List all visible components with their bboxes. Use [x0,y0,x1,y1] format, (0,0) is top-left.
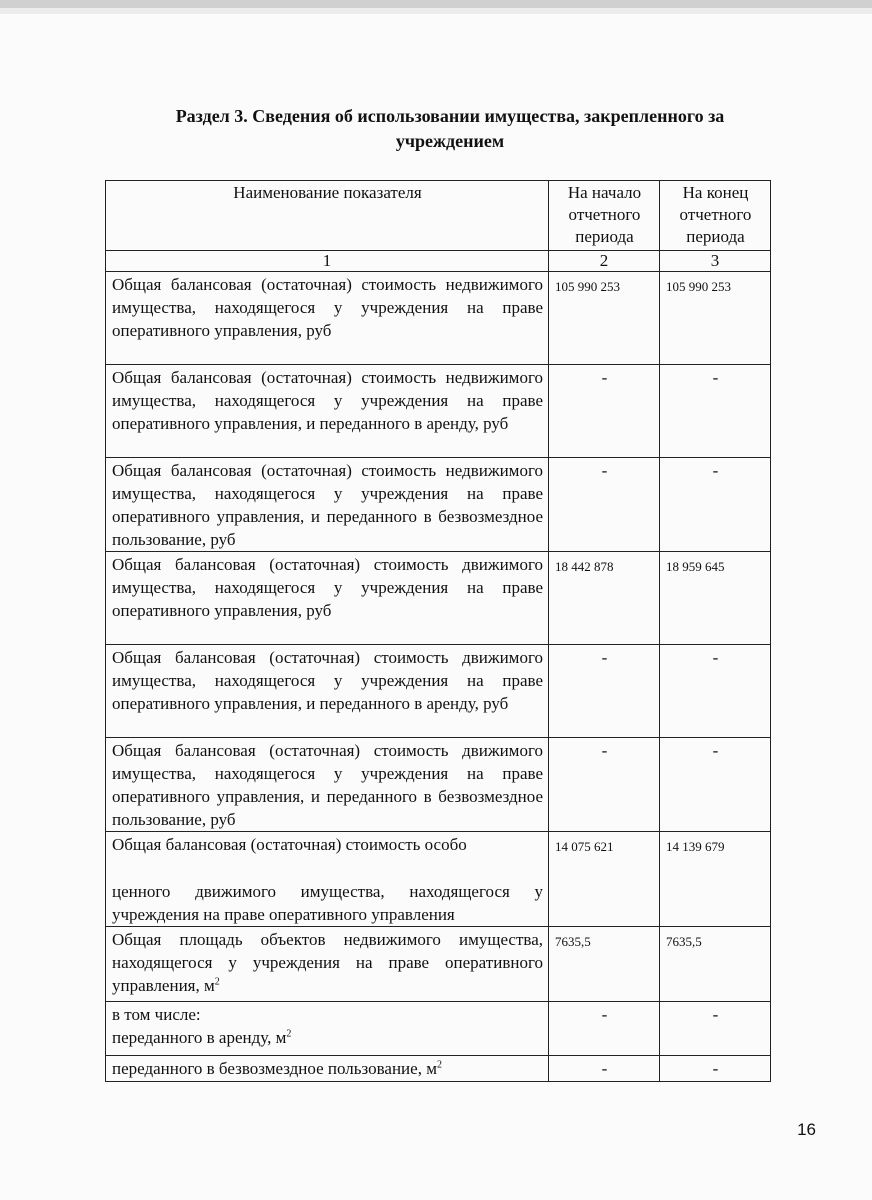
table-row [106,272,771,365]
row-label: Общая балансовая (остаточная) стоимость недвижимого имущества, находящегося у учреждения на праве оперативного управления, руб [106,272,549,365]
scan-edge [0,0,872,8]
unit-superscript: 2 [214,976,220,988]
row-label-text: переданного в безвозмездное пользование, м [112,1059,437,1078]
value-period-start: - [549,1056,660,1082]
row-label-line: Общая балансовая (остаточная) стоимость особо [112,835,467,854]
table-row [106,832,771,927]
table-row [106,645,771,738]
column-number: 2 [549,251,660,272]
value-period-end: - [660,458,771,552]
unit-superscript: 2 [436,1059,442,1071]
row-label-line: ценного движимого имущества, находящегося у учреждения на праве оперативного управления [112,882,543,924]
row-label-text: Общая площадь объектов недвижимого имущества, находящегося у учреждения на праве оперативного управления, м [112,930,543,995]
scan-edge-shadow [0,8,872,14]
table-row [106,927,771,1002]
row-label: Общая балансовая (остаточная) стоимость движимого имущества, находящегося у учреждения на праве оперативного управления, и переданного в аренду, руб [106,645,549,738]
value-period-end: 7635,5 [660,927,771,1002]
row-label: Общая балансовая (остаточная) стоимость движимого имущества, находящегося у учреждения на праве оперативного управления, и переданного в безвозмездное пользование, руб [106,738,549,832]
value-period-end: 105 990 253 [660,272,771,365]
row-label [106,832,549,927]
value-period-end: 18 959 645 [660,552,771,645]
column-number: 1 [106,251,549,272]
value-period-end: - [660,1056,771,1082]
column-number: 3 [660,251,771,272]
value-period-end: - [660,645,771,738]
table-row [106,1056,771,1082]
page-number: 16 [797,1120,816,1139]
value-period-end: - [660,365,771,458]
value-period-end: - [660,1002,771,1056]
value-period-start: - [549,1002,660,1056]
header-indicator-name: Наименование показателя [106,181,549,251]
value-period-start: - [549,738,660,832]
table-row [106,365,771,458]
row-label: Общая балансовая (остаточная) стоимость недвижимого имущества, находящегося у учреждения на праве оперативного управления, и переданного в безвозмездное пользование, руб [106,458,549,552]
value-period-start: 7635,5 [549,927,660,1002]
value-period-start: - [549,458,660,552]
table-row [106,458,771,552]
row-label [106,927,549,1002]
table-row [106,1002,771,1056]
section-title: Раздел 3. Сведения об использовании имущества, закрепленного за учреждением [175,106,725,151]
header-period-end: На конец отчетного периода [660,181,771,251]
row-label-line: переданного в аренду, м [112,1028,287,1047]
row-label: Общая балансовая (остаточная) стоимость недвижимого имущества, находящегося у учреждения на праве оперативного управления, и переданного в аренду, руб [106,365,549,458]
value-period-end: 14 139 679 [660,832,771,927]
row-label [106,1056,549,1082]
row-label-line: в том числе: [112,1005,201,1024]
column-number-row [106,251,771,272]
value-period-start: 105 990 253 [549,272,660,365]
header-row [106,181,771,251]
header-period-start: На начало отчетного периода [549,181,660,251]
property-usage-table [105,180,771,1082]
value-period-start: - [549,645,660,738]
value-period-start: - [549,365,660,458]
row-label: Общая балансовая (остаточная) стоимость движимого имущества, находящегося у учреждения на праве оперативного управления, руб [106,552,549,645]
unit-superscript: 2 [286,1028,292,1040]
value-period-end: - [660,738,771,832]
row-label [106,1002,549,1056]
value-period-start: 18 442 878 [549,552,660,645]
table-row [106,738,771,832]
table-row [106,552,771,645]
value-period-start: 14 075 621 [549,832,660,927]
